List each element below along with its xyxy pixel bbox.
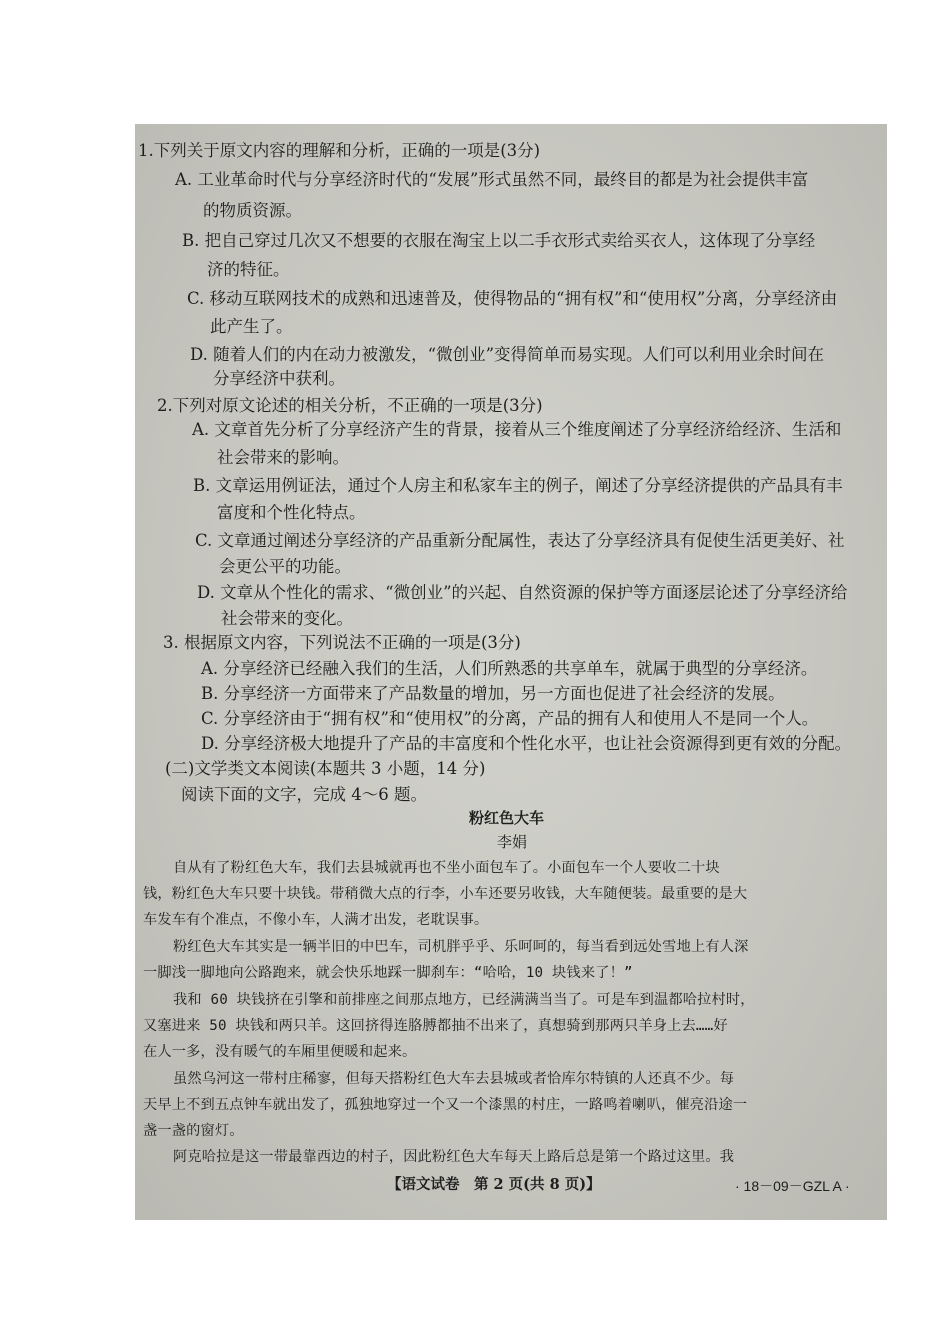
q1-option-b-cont: 济的特征。 <box>207 260 290 279</box>
q1-option-d-cont: 分享经济中获利。 <box>213 369 345 388</box>
story-line: 我和 60 块钱挤在引擎和前排座之间那点地方，已经满满当当了。可是车到温都哈拉村时， <box>173 992 755 1008</box>
q2-option-c-cont: 会更公平的功能。 <box>219 557 351 576</box>
q3-option-b: B. 分享经济一方面带来了产品数量的增加，另一方面也促进了社会经济的发展。 <box>201 684 785 703</box>
q1-option-b: B. 把自己穿过几次又不想要的衣服在淘宝上以二手衣形式卖给买衣人，这体现了分享经 <box>182 231 816 250</box>
q2-stem: 2.下列对原文论述的相关分析，不正确的一项是(3分) <box>157 396 543 415</box>
q3-option-c: C. 分享经济由于“拥有权”和“使用权”的分离，产品的拥有人和使用人不是同一个人。 <box>201 709 819 728</box>
q1-option-a: A. 工业革命时代与分享经济时代的“发展”形式虽然不同，最终目的都是为社会提供丰富 <box>175 170 809 189</box>
story-line: 自从有了粉红色大车，我们去县城就再也不坐小面包车了。小面包车一个人要收二十块 <box>173 860 720 876</box>
q2-option-c: C. 文章通过阐述分享经济的产品重新分配属性，表达了分享经济具有促使生活更美好、社 <box>195 531 845 550</box>
q2-option-a-cont: 社会带来的影响。 <box>217 448 349 467</box>
story-line: 又塞进来 50 块钱和两只羊。这回挤得连胳膊都抽不出来了，真想骑到那两只羊身上去……好 <box>143 1018 728 1034</box>
story-line: 一脚浅一脚地向公路跑来，就会快乐地踩一脚刹车：“哈哈，10 块钱来了！” <box>143 965 633 981</box>
story-line: 钱，粉红色大车只要十块钱。带稍微大点的行李，小车还要另收钱，大车随便装。最重要的是大 <box>143 886 748 902</box>
q1-option-c: C. 移动互联网技术的成熟和迅速普及，使得物品的“拥有权”和“使用权”分离，分享经济由 <box>187 289 838 308</box>
q2-option-d-cont: 社会带来的变化。 <box>221 609 353 628</box>
q1-option-c-cont: 此产生了。 <box>210 317 293 336</box>
exam-page <box>135 124 887 1220</box>
story-line: 天早上不到五点钟车就出发了，孤独地穿过一个又一个漆黑的村庄，一路鸣着喇叭，催亮沿途一 <box>143 1097 748 1113</box>
q2-option-b-cont: 富度和个性化特点。 <box>217 503 366 522</box>
page-footer-label: 【语文试卷 第 2 页(共 8 页)】 <box>387 1176 601 1193</box>
q2-option-b: B. 文章运用例证法，通过个人房主和私家车主的例子，阐述了分享经济提供的产品具有丰 <box>193 476 843 495</box>
story-line: 虽然乌河这一带村庄稀寥，但每天搭粉红色大车去县城或者恰库尔特镇的人还真不少。每 <box>173 1071 735 1087</box>
story-title: 粉红色大车 <box>469 809 545 827</box>
story-line: 车发车有个准点，不像小车，人满才出发，老耽误事。 <box>143 912 489 928</box>
story-line: 粉红色大车其实是一辆半旧的中巴车，司机胖乎乎、乐呵呵的，每当看到远处雪地上有人深 <box>173 939 749 955</box>
q3-option-a: A. 分享经济已经融入我们的生活，人们所熟悉的共享单车，就属于典型的分享经济。 <box>201 659 818 678</box>
story-author: 李娟 <box>497 833 528 851</box>
q1-option-d: D. 随着人们的内在动力被激发，“微创业”变得简单而易实现。人们可以利用业余时间在 <box>190 345 825 364</box>
q2-option-a: A. 文章首先分析了分享经济产生的背景，接着从三个维度阐述了分享经济给经济、生活和 <box>192 420 842 439</box>
q3-stem: 3. 根据原文内容，下列说法不正确的一项是(3分) <box>163 633 521 652</box>
story-line: 在人一多，没有暖气的车厢里便暖和起来。 <box>143 1044 417 1060</box>
q1-option-a-cont: 的物质资源。 <box>203 201 302 220</box>
q3-option-d: D. 分享经济极大地提升了产品的丰富度和个性化水平，也让社会资源得到更有效的分配。 <box>201 734 852 753</box>
story-line: 阿克哈拉是这一带最靠西边的村子，因此粉红色大车每天上路后总是第一个路过这里。我 <box>173 1149 735 1165</box>
story-line: 盏一盏的窗灯。 <box>143 1123 244 1139</box>
section-instruction: 阅读下面的文字，完成 4～6 题。 <box>181 785 427 804</box>
section-heading: (二)文学类文本阅读(本题共 3 小题，14 分) <box>165 759 486 778</box>
q1-stem: 1.下列关于原文内容的理解和分析，正确的一项是(3分) <box>138 141 541 160</box>
q2-option-d: D. 文章从个性化的需求、“微创业”的兴起、自然资源的保护等方面逐层论述了分享经济给 <box>197 583 848 602</box>
page-footer-code: · 18－09－GZL A · <box>735 1178 850 1194</box>
